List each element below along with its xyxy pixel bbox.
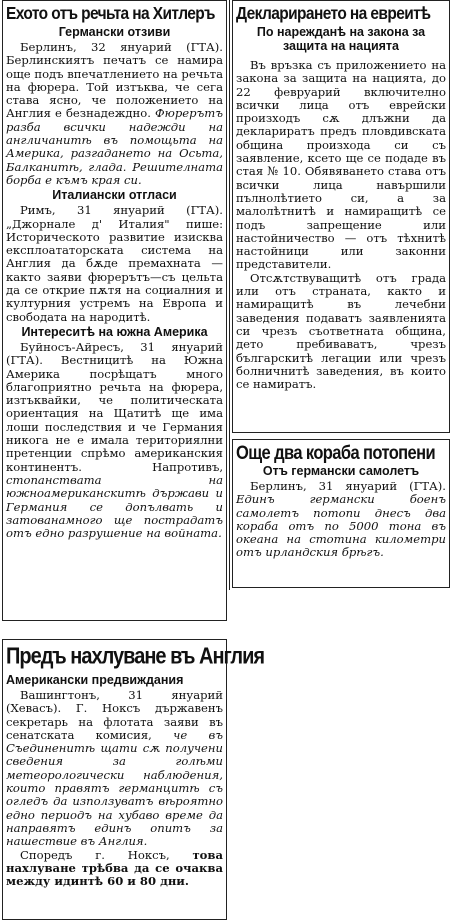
section-subtitle: Американски предвиждания	[6, 673, 184, 687]
paragraph: Римъ, 31 януарий (ГТА). „Джорнале д' Италия" пише: Историческото развитие изисква експлоататорската система на Англия да бѫде премахната — както заяви фюрерътъ—съ цельта да се открие пѫтя на социалния и културния устремъ на Европа и свободата на народитѣ.	[6, 203, 223, 324]
section-subtitle: По нарежданѣ на закона за защита на нацията	[256, 25, 426, 53]
paragraph-italic: стопанствата на южноамериканскитѣ държави и Германия се допълвать и затованамного ще пострадатъ отъ едно разрушение на войната.	[6, 472, 223, 541]
paragraph-italic: Фюрерътъ разба всички надежди на англичанитѣ въ помощьта на Америка, разгадането на Осьта, Балканитѣ, глада. Решителната борба е къмъ края си.	[6, 106, 223, 187]
section-subtitle: Италиански отгласи	[52, 188, 177, 203]
article-invasion-england	[2, 639, 265, 920]
paragraph: Въ връзка съ приложението на закона за защита на нацията, до 22 февруарий включително всички лица отъ еврейски произходъ сѫ длъжни да деклариратъ предъ пловдивската община произхода си съ заявление, ксето ще се подаде въ стая № 10. Обявяването става отъ всички лица навършили пълнолѣтието си, а за малолѣтнитѣ и намиращитѣ се подъ запрещение или настойничество — отъ тѣхнитѣ настойници или законни представители.	[236, 58, 446, 272]
paragraph	[6, 341, 223, 540]
paragraph-italic: Единъ германски боенъ самолетъ потопи днесъ два кораба отъ по 5000 тона въ океана на стотина километри отъ ирландския брѣгъ.	[236, 492, 446, 560]
section-subtitle: Германски отзиви	[58, 25, 171, 39]
section-subtitle: Интереситѣ на южна Америка	[21, 324, 208, 339]
column-divider	[229, 0, 230, 590]
section-subtitle: Отъ германски самолетъ	[262, 464, 420, 478]
right-column	[232, 0, 450, 588]
paragraph	[6, 41, 223, 187]
paragraph-text: Вашингтонъ, 31 януарий (Хевасъ). Г. Ноксъ държавенъ секретарь на флотата заяви въ сенатската комисия,	[6, 688, 223, 742]
paragraph-text: Буйносъ-Айресъ, 31 януарий (ГТА). Вестницитѣ на Южна Америка посрѣщатъ много благоприятно речьта на фюрера, изтъквайки, че политическата ориентация на Щатитѣ ще има лоши последствия и че Германия никога не е имала териториялни претенции спрѣмо американския континентъ. Напротивъ,	[6, 339, 223, 474]
article-title: Ехото отъ речьта на Хитлеръ	[6, 4, 215, 24]
paragraph-bold: това нахлуване трѣбва да се очаква между идинтѣ 60 и 80 дни.	[6, 847, 223, 889]
left-column	[2, 0, 265, 920]
paragraph	[6, 689, 223, 849]
article-title: Още два кораба потопени	[236, 443, 436, 464]
paragraph: Отсѫтствуващитѣ отъ града или отъ страната, както и намиращитѣ въ лечебни заведения подаватъ заявленията си чрезъ съответната община, дето пребиваватъ, чрезъ българскитѣ легации или чрезъ болничнитѣ заведения, въ които се намиратъ.	[236, 270, 446, 392]
paragraph-text: Берлинъ, 32 януарий (ГТА). Берлинскиятъ печатъ се намира още подъ впечатлението на речьта на фюрера. Той изтъква, че сега става ясно, че положението на Англия е безнадеждно.	[6, 40, 223, 121]
article-title: Предъ нахлуване въ Англия	[6, 644, 265, 670]
article-jews-declaration	[232, 0, 450, 433]
paragraph-text: Берлинъ, 31 януарий (ГТА).	[250, 479, 446, 493]
paragraph	[6, 849, 223, 889]
paragraph	[236, 480, 446, 560]
paragraph-text: Споредъ г. Ноксъ,	[20, 847, 170, 862]
article-ships-sunk	[232, 439, 450, 588]
article-title: Декларирането на евреитѣ	[236, 4, 431, 24]
paragraph-italic: че въ Съединенитѣ щати сѫ получени сведения за голѣми метеорологически наблюдения, които правятъ германцитѣ съ огледъ да използуватъ вѣроятно едно периодъ на хубаво време да направятъ единъ опитъ за нашествие въ Англия.	[6, 727, 224, 849]
article-hitler-echo	[2, 0, 227, 621]
